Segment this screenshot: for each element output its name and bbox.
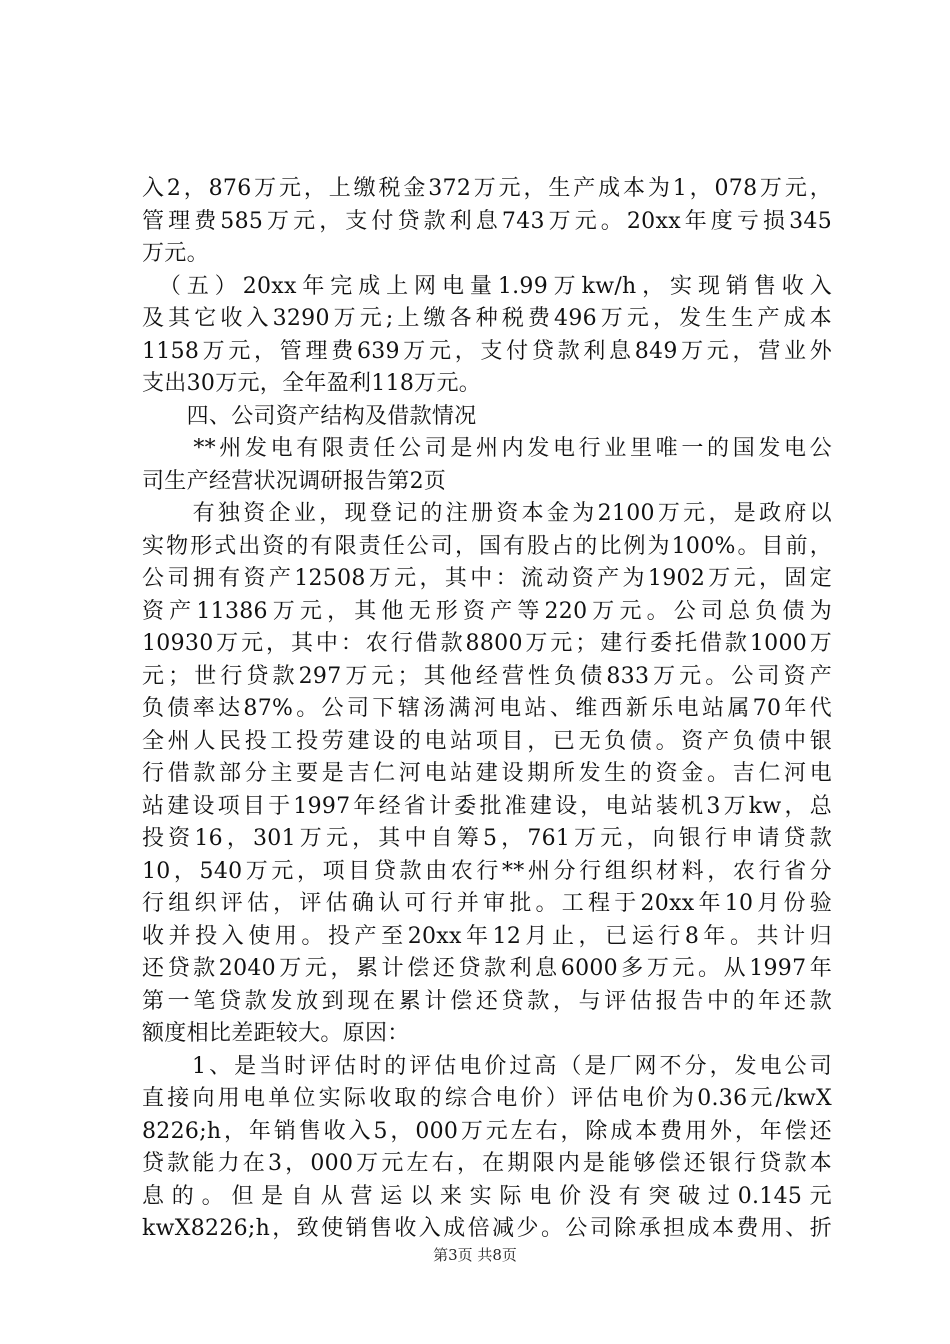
text-line: 公司拥有资产12508万元，其中：流动资产为1902万元，固定	[142, 566, 832, 591]
text-line: kwX8226;h，致使销售收入成倍减少。公司除承担成本费用、折	[142, 1216, 832, 1241]
text-line: 实物形式出资的有限责任公司，国有股占的比例为100%。目前，	[142, 533, 832, 559]
text-line: 司生产经营状况调研报告第2页	[142, 468, 447, 494]
text-line: 全州人民投工投劳建设的电站项目，已无负债。资产负债中银	[142, 728, 832, 754]
text-line: 投资16，301万元，其中自筹5，761万元，向银行申请贷款	[142, 826, 832, 851]
text-line: 站建设项目于1997年经省计委批准建设，电站装机3万kw，总	[142, 793, 832, 819]
text-line: 行借款部分主要是吉仁河电站建设期所发生的资金。吉仁河电	[142, 761, 832, 786]
text-line: 元；世行贷款297万元；其他经营性负债833万元。公司资产	[142, 663, 832, 689]
text-line: 贷款能力在3，000万元左右，在期限内是能够偿还银行贷款本	[142, 1151, 832, 1176]
text-line: 10930万元，其中：农行借款8800万元；建行委托借款1000万	[142, 631, 832, 656]
text-line: 1、是当时评估时的评估电价过高（是厂网不分，发电公司	[142, 1053, 832, 1079]
text-line: 支出30万元，全年盈利118万元。	[142, 371, 482, 396]
text-line: 行组织评估，评估确认可行并审批。工程于20xx年10月份验	[142, 891, 832, 916]
text-line: 1158万元，管理费639万元，支付贷款利息849万元，营业外	[142, 338, 832, 364]
text-line: 收并投入使用。投产至20xx年12月止，已运行8年。共计归	[142, 923, 832, 949]
text-line: 及其它收入3290万元;上缴各种税费496万元，发生生产成本	[142, 306, 832, 331]
text-line: 入2，876万元，上缴税金372万元，生产成本为1，078万元，	[142, 176, 832, 201]
page-footer: 第3页 共8页	[433, 1246, 517, 1264]
text-line: **州发电有限责任公司是州内发电行业里唯一的国发电公	[142, 436, 832, 461]
text-line: 有独资企业，现登记的注册资本金为2100万元，是政府以	[142, 501, 832, 526]
text-line: 资产11386万元，其他无形资产等220万元。公司总负债为	[142, 598, 832, 624]
text-line: 还贷款2040万元，累计偿还贷款利息6000多万元。从1997年	[142, 956, 832, 981]
document-body	[142, 173, 832, 1246]
text-line: 额度相比差距较大。原因：	[142, 1021, 410, 1046]
text-line: 管理费585万元，支付贷款利息743万元。20xx年度亏损345	[142, 208, 832, 234]
text-line: 万元。	[142, 241, 209, 266]
text-line: 10，540万元，项目贷款由农行**州分行组织材料，农行省分	[142, 858, 832, 884]
text-line: 四、公司资产结构及借款情况	[142, 403, 477, 429]
text-line: 负债率达87%。公司下辖汤满河电站、维西新乐电站属70年代	[142, 696, 832, 721]
text-line: 直接向用电单位实际收取的综合电价）评估电价为0.36元/kwX	[142, 1086, 832, 1111]
text-line: 8226;h，年销售收入5，000万元左右，除成本费用外，年偿还	[142, 1118, 832, 1144]
text-line: （五）20xx年完成上网电量1.99万kw/h，实现销售收入	[142, 273, 832, 299]
text-line: 第一笔贷款发放到现在累计偿还贷款，与评估报告中的年还款	[142, 988, 832, 1014]
text-line: 息的。但是自从营运以来实际电价没有突破过0.145元	[142, 1183, 832, 1209]
